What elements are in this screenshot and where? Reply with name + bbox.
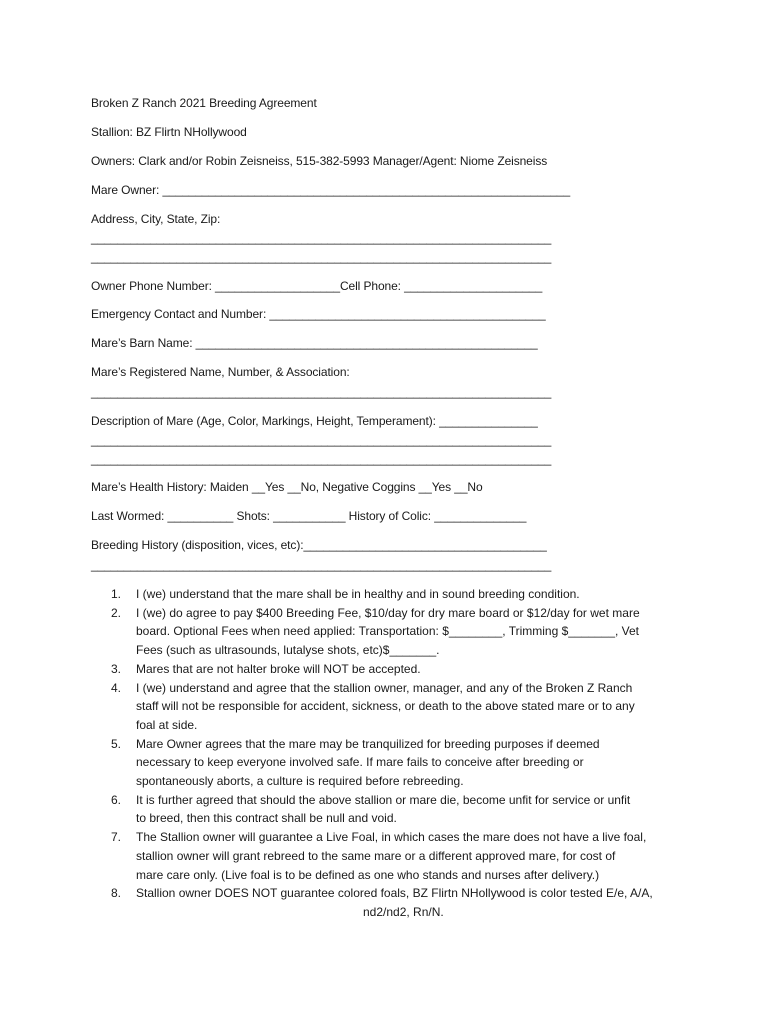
- term-number: 5.: [111, 736, 122, 751]
- term-number: 2.: [111, 605, 122, 620]
- term-text: Stallion owner DOES NOT guarantee colored foals, BZ Flirtn NHollywood is color tested E/e, A/A,: [136, 886, 653, 901]
- term-text: I (we) understand that the mare shall be in healthy and in sound breeding condition.: [136, 587, 580, 601]
- term-item: [91, 791, 681, 828]
- description-line-2[interactable]: ______________________________________________________________________: [91, 452, 552, 466]
- health-history-field[interactable]: Mare’s Health History: Maiden __Yes __No, Negative Coggins __Yes __No: [91, 480, 483, 494]
- registered-name-label: Mare’s Registered Name, Number, & Association:: [91, 365, 350, 379]
- stallion-line: Stallion: BZ Flirtn NHollywood: [91, 125, 247, 139]
- term-text: I (we) understand and agree that the stallion owner, manager, and any of the Broken Z Ranch staff will not be responsible for accident, sickness, or death to the above stated mare or to any foal at side.: [136, 680, 635, 732]
- term-number: 4.: [111, 680, 122, 695]
- owners-line: Owners: Clark and/or Robin Zeisneiss, 515-382-5993 Manager/Agent: Niome Zeisneiss: [91, 154, 548, 168]
- breeding-history-line[interactable]: ______________________________________________________________________: [91, 558, 552, 572]
- term-item: [91, 828, 681, 884]
- description-line-1[interactable]: ______________________________________________________________________: [91, 433, 552, 447]
- term-text: The Stallion owner will guarantee a Live Foal, in which cases the mare does not have a live foal, stallion owner will grant rebreed to the same mare or a different approved mare, for cost of mare care only. (Live foal is to be defined as one who stands and nurses after delivery.): [136, 830, 647, 882]
- address-field-2[interactable]: ______________________________________________________________________: [91, 250, 552, 264]
- term-text: It is further agreed that should the above stallion or mare die, become unfit for service or unfit to breed, then this contract shall be null and void.: [136, 792, 631, 826]
- term-number: 8.: [111, 886, 122, 901]
- term-item: [91, 604, 681, 660]
- address-label: Address, City, State, Zip:: [91, 212, 221, 226]
- term-text: Mares that are not halter broke will NOT be accepted.: [136, 661, 421, 676]
- term-text-continuation: nd2/nd2, Rn/N.: [363, 904, 444, 919]
- mare-owner-field[interactable]: Mare Owner: ______________________________________________________________: [91, 183, 571, 197]
- document-title: Broken Z Ranch 2021 Breeding Agreement: [91, 96, 317, 110]
- wormed-shots-colic-field[interactable]: Last Wormed: __________ Shots: ___________ History of Colic: ______________: [91, 509, 527, 523]
- term-item: [91, 660, 681, 679]
- term-text: I (we) do agree to pay $400 Breeding Fee, $10/day for dry mare board or $12/day for wet mare board. Optional Fees when need applied: Transportation: $________, Trimming $_______, Vet Fees (such as ultrasounds, lutalyse shots, etc)$_______.: [136, 605, 640, 658]
- term-number: 6.: [111, 792, 122, 807]
- registered-name-field[interactable]: ______________________________________________________________________: [91, 385, 552, 399]
- term-item: [91, 735, 681, 791]
- emergency-contact-field[interactable]: Emergency Contact and Number: __________________________________________: [91, 307, 546, 321]
- term-text: Mare Owner agrees that the mare may be tranquilized for breeding purposes if deemed necessary to keep everyone involved safe. If mare fails to conceive after breeding or spontaneously aborts, a culture is required before rebreeding.: [136, 736, 600, 789]
- terms-list: [91, 585, 681, 922]
- address-field-1[interactable]: ______________________________________________________________________: [91, 231, 552, 245]
- term-number: 3.: [111, 661, 122, 676]
- description-field[interactable]: Description of Mare (Age, Color, Markings, Height, Temperament): _______________: [91, 414, 538, 428]
- barn-name-field[interactable]: Mare’s Barn Name: ____________________________________________________: [91, 336, 538, 350]
- term-item: [91, 679, 681, 735]
- term-item: [91, 585, 681, 604]
- term-item: [91, 884, 681, 921]
- phone-field[interactable]: Owner Phone Number: ___________________Cell Phone: _____________________: [91, 279, 543, 293]
- term-number: 1.: [111, 587, 122, 601]
- term-number: 7.: [111, 830, 122, 845]
- breeding-history-field[interactable]: Breeding History (disposition, vices, etc):_____________________________________: [91, 538, 547, 552]
